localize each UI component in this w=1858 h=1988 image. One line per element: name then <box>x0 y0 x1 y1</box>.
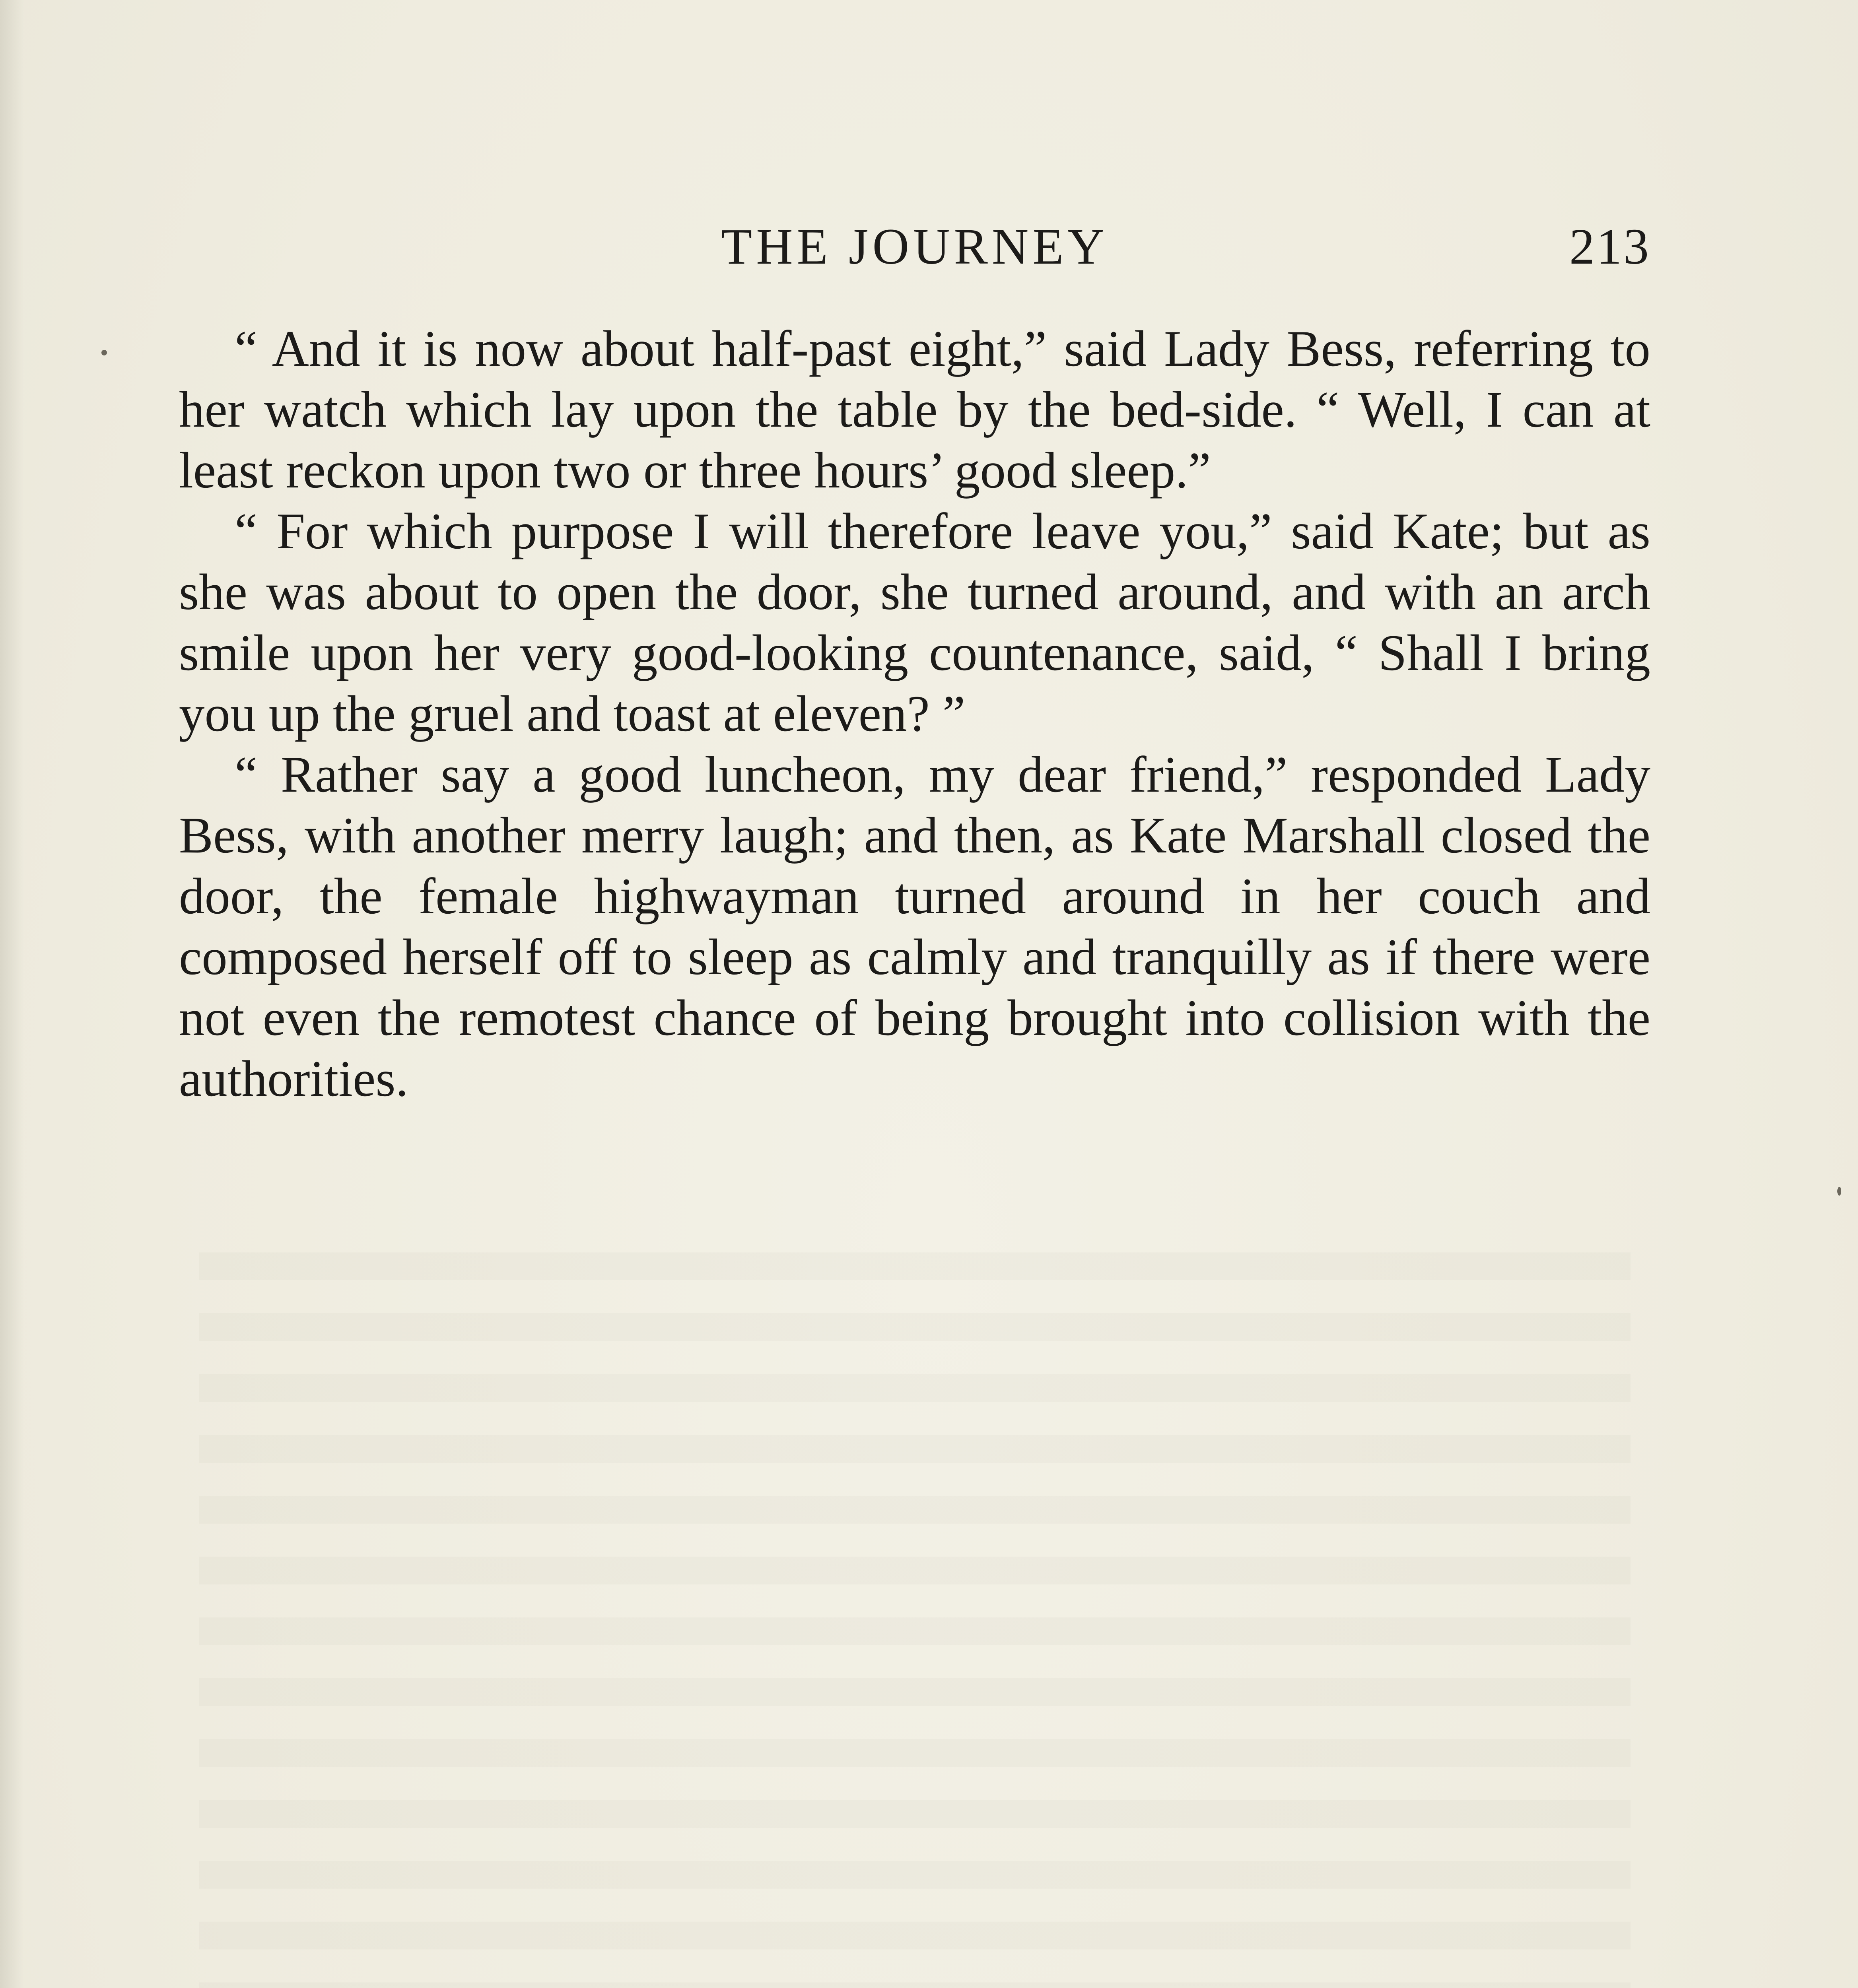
running-head <box>179 215 1650 278</box>
body-text <box>179 318 1650 1109</box>
paragraph-3: “ Rather say a good luncheon, my dear friend,” responded Lady Bess, with another merry laugh; and then, as Kate Marshall closed the door, the female highwayman turned around in her couch and composed herself off to sleep as calmly and tranquilly as if there were not even the remotest chance of being brought into collision with the authorities. <box>179 746 1650 1107</box>
paragraph-1: “ And it is now about half-past eight,” said Lady Bess, referring to her watch which lay upon the table by the bed-side. “ Well, I can at least reckon upon two or three hours’ good sleep.” <box>179 320 1650 499</box>
bleed-through-texture <box>199 1252 1631 1988</box>
paragraph-2: “ For which purpose I will therefore leave you,” said Kate; but as she was about to open the door, she turned around, and with an arch smile upon her very good-looking countenance, said, “ Shall I bring you up the gruel and toast at eleven? ” <box>179 503 1650 742</box>
page-number: 213 <box>1569 218 1650 275</box>
paper-speck <box>1837 1187 1841 1196</box>
chapter-title: THE JOURNEY <box>721 218 1108 275</box>
paper-speck <box>101 350 107 355</box>
gutter-shadow <box>0 0 24 1988</box>
